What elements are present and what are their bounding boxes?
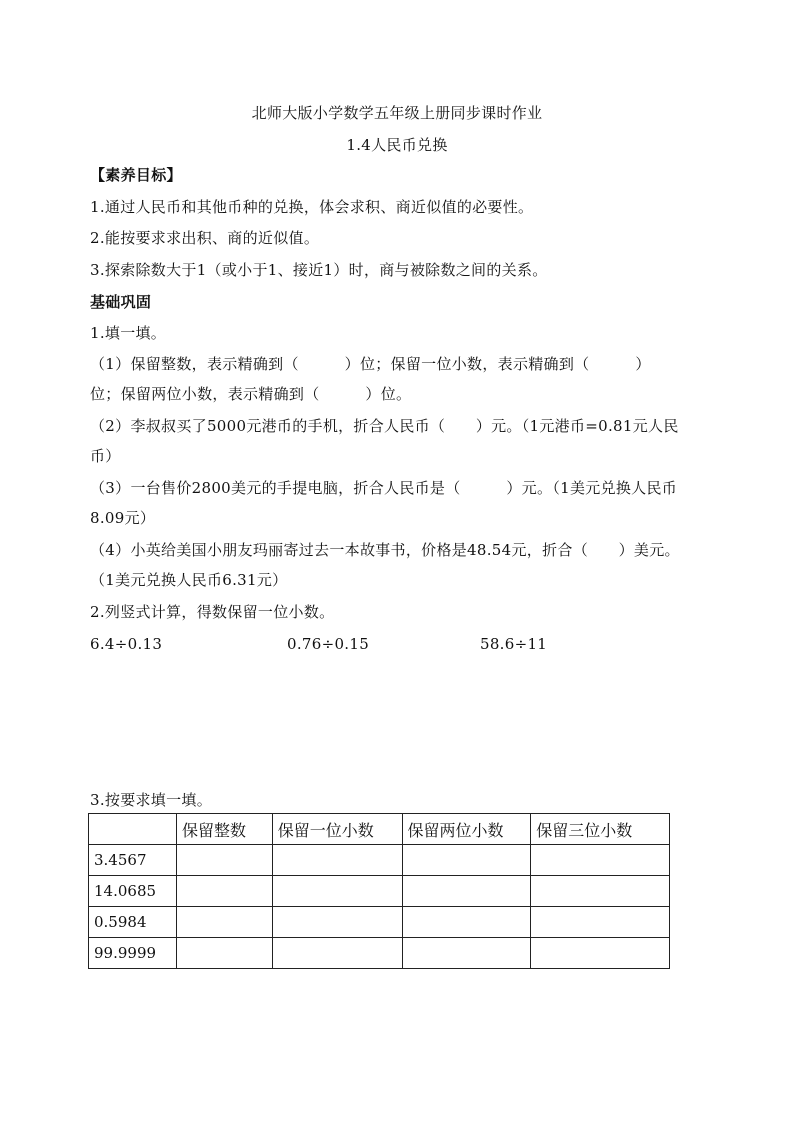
answer-cell[interactable] [272,938,402,969]
answer-cell[interactable] [531,876,670,907]
answer-cell[interactable] [176,876,272,907]
basics-heading: 基础巩固 [90,293,152,311]
answer-cell[interactable] [176,845,272,876]
row-number-cell: 14.0685 [89,876,177,907]
question-2-title: 2.列竖式计算，得数保留一位小数。 [90,603,335,621]
table-header-cell: 保留一位小数 [272,814,402,845]
table-header-cell: 保留三位小数 [531,814,670,845]
question-1-part-1-line-1: （1）保留整数，表示精确到（ ）位；保留一位小数，表示精确到（ ） [90,355,651,373]
answer-cell[interactable] [176,938,272,969]
answer-cell[interactable] [176,907,272,938]
goal-item-2: 2.能按要求求出积、商的近似值。 [90,229,320,247]
row-number-cell: 3.4567 [89,845,177,876]
question-1-part-4-line-1: （4）小英给美国小朋友玛丽寄过去一本故事书，价格是48.54元，折合（ ）美元。 [90,541,680,559]
rounding-table [88,813,670,969]
answer-cell[interactable] [402,876,531,907]
table-header-row [89,814,670,845]
calc-expression: 0.76÷0.15 [287,635,370,653]
answer-cell[interactable] [531,938,670,969]
question-1-part-4-line-2: （1美元兑换人民币6.31元） [90,571,288,589]
table-header-cell: 保留整数 [176,814,272,845]
table-header-cell: 保留两位小数 [402,814,531,845]
table-row [89,876,670,907]
calc-expression: 6.4÷0.13 [90,635,163,653]
table-row [89,938,670,969]
question-1-part-3-line-2: 8.09元） [90,509,156,527]
question-1-part-1-line-2: 位；保留两位小数，表示精确到（ ）位。 [90,385,412,403]
table-header-cell [89,814,177,845]
answer-cell[interactable] [531,907,670,938]
answer-cell[interactable] [272,876,402,907]
question-1-title: 1.填一填。 [90,324,167,342]
page-title: 北师大版小学数学五年级上册同步课时作业 [251,104,543,122]
row-number-cell: 99.9999 [89,938,177,969]
answer-cell[interactable] [402,907,531,938]
goal-item-1: 1.通过人民币和其他币种的兑换，体会求积、商近似值的必要性。 [90,198,534,216]
table-row [89,907,670,938]
answer-cell[interactable] [402,938,531,969]
lesson-subtitle: 1.4人民币兑换 [346,136,448,154]
table-row [89,845,670,876]
answer-cell[interactable] [531,845,670,876]
question-3-title: 3.按要求填一填。 [90,791,213,809]
answer-cell[interactable] [272,907,402,938]
goal-item-3: 3.探索除数大于1（或小于1、接近1）时，商与被除数之间的关系。 [90,261,548,279]
question-1-part-3-line-1: （3）一台售价2800美元的手提电脑，折合人民币是（ ）元。（1美元兑换人民币 [90,479,678,497]
answer-cell[interactable] [402,845,531,876]
question-1-part-2-line-1: （2）李叔叔买了5000元港币的手机，折合人民币（ ）元。（1元港币=0.81元人民 [90,417,679,435]
row-number-cell: 0.5984 [89,907,177,938]
question-1-part-2-line-2: 币） [90,447,121,465]
calc-expression: 58.6÷11 [480,635,548,653]
goals-heading: 【素养目标】 [90,166,182,184]
answer-cell[interactable] [272,845,402,876]
